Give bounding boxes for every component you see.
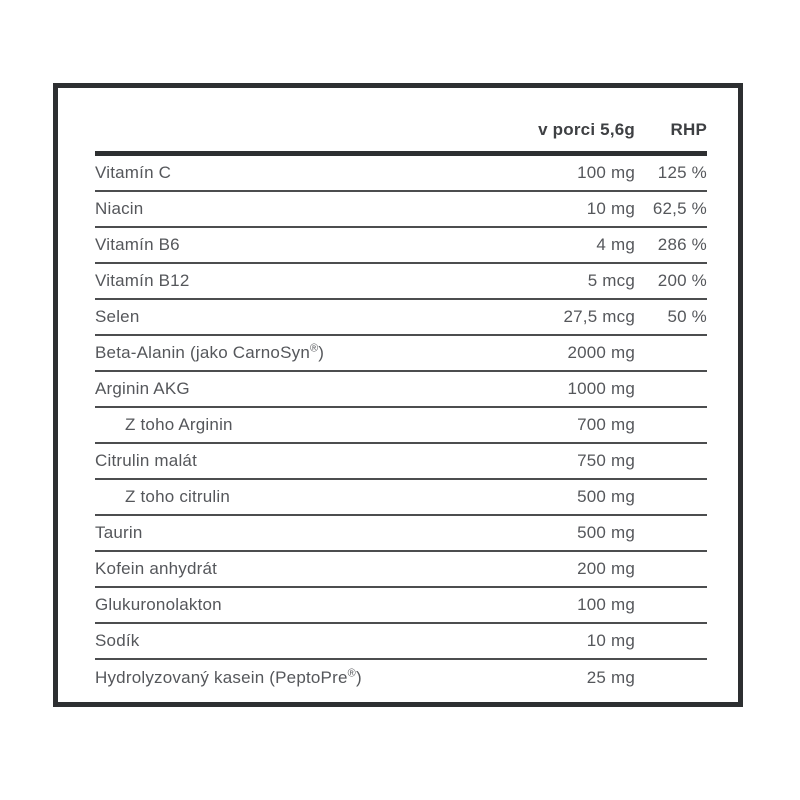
- amount-per-serving: 1000 mg: [567, 379, 635, 398]
- table-row: [95, 192, 707, 228]
- table-row: [95, 444, 707, 480]
- amount-per-serving: 25 mg: [586, 668, 635, 687]
- amount-per-serving: 100 mg: [577, 163, 635, 182]
- table-row: [95, 516, 707, 552]
- table-header-row: [95, 88, 707, 156]
- amount-per-serving: 5 mcg: [587, 271, 635, 290]
- amount-per-serving: 2000 mg: [567, 343, 635, 362]
- table-row: [95, 156, 707, 192]
- ingredient-name: Niacin: [95, 199, 144, 218]
- ingredient-name: Citrulin malát: [95, 451, 197, 470]
- registered-trademark-symbol: ®: [309, 343, 319, 355]
- table-row: [95, 408, 707, 444]
- table-row: [95, 660, 707, 696]
- amount-per-serving: 27,5 mcg: [563, 307, 635, 326]
- ingredient-name: Z toho Arginin: [125, 415, 233, 434]
- amount-per-serving: 700 mg: [577, 415, 635, 434]
- rhp-percentage: 286 %: [657, 235, 707, 254]
- ingredient-name: Z toho citrulin: [125, 487, 231, 506]
- table-row: [95, 480, 707, 516]
- table-row: [95, 372, 707, 408]
- ingredient-name: Vitamín C: [95, 163, 172, 182]
- table-row: [95, 300, 707, 336]
- amount-per-serving: 100 mg: [577, 595, 635, 614]
- amount-per-serving: 750 mg: [577, 451, 635, 470]
- ingredient-name: Kofein anhydrát: [95, 559, 218, 578]
- table-row: [95, 552, 707, 588]
- amount-per-serving: 10 mg: [586, 199, 635, 218]
- registered-trademark-symbol: ®: [347, 668, 356, 680]
- table-row: [95, 264, 707, 300]
- table-body: [95, 156, 707, 696]
- amount-per-serving: 4 mg: [596, 235, 635, 254]
- amount-per-serving: 200 mg: [577, 559, 635, 578]
- ingredient-name: Selen: [95, 307, 140, 326]
- table-row: [95, 624, 707, 660]
- rhp-percentage: 50 %: [667, 307, 707, 326]
- nutrition-table-panel: [53, 83, 743, 707]
- table-row: [95, 336, 707, 372]
- rhp-percentage: 125 %: [657, 163, 707, 182]
- amount-per-serving: 500 mg: [577, 523, 635, 542]
- ingredient-name: Glukuronolakton: [95, 595, 222, 614]
- rhp-percentage: 62,5 %: [652, 199, 707, 218]
- header-amount-column: v porci 5,6g: [538, 120, 635, 139]
- ingredient-name: Vitamín B6: [95, 235, 180, 254]
- ingredient-name: Vitamín B12: [95, 271, 190, 290]
- table-row: [95, 228, 707, 264]
- ingredient-name: Beta-Alanin (jako CarnoSyn®): [95, 343, 325, 362]
- ingredient-name: Sodík: [95, 631, 140, 650]
- rhp-percentage: 200 %: [657, 271, 707, 290]
- amount-per-serving: 500 mg: [577, 487, 635, 506]
- ingredient-name: Arginin AKG: [95, 379, 190, 398]
- header-rhp-column: RHP: [670, 120, 707, 139]
- amount-per-serving: 10 mg: [586, 631, 635, 650]
- ingredient-name: Taurin: [95, 523, 143, 542]
- table-row: [95, 588, 707, 624]
- ingredient-name: Hydrolyzovaný kasein (PeptoPre®): [95, 668, 362, 687]
